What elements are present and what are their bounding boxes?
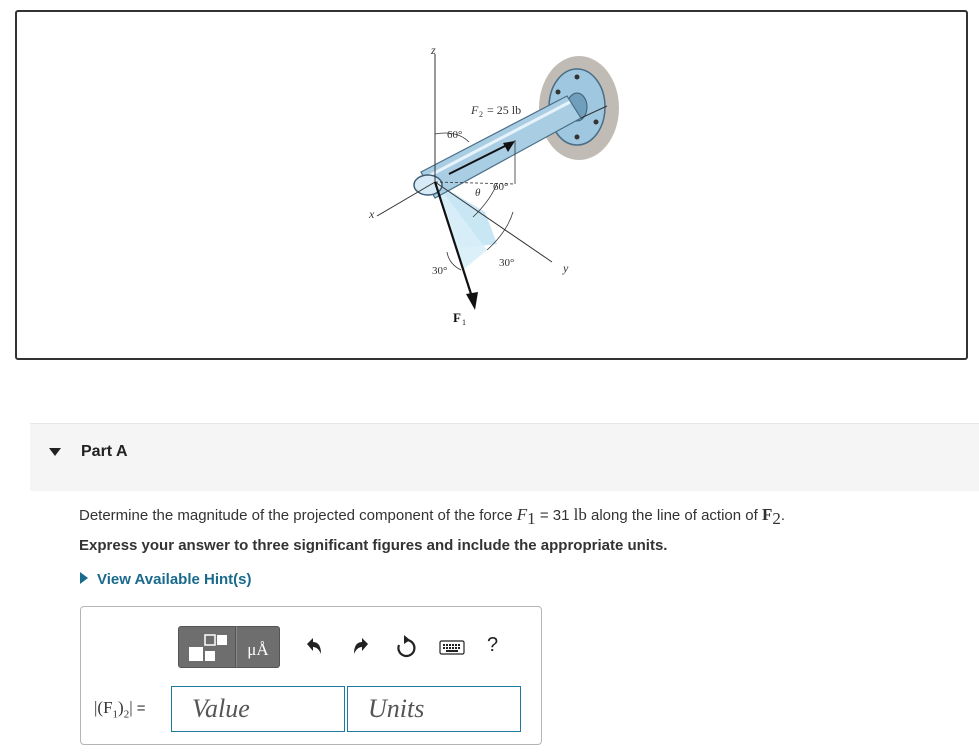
units-input[interactable] — [347, 686, 521, 732]
answer-label-prefix: |(F — [94, 698, 113, 717]
bolt — [575, 135, 580, 140]
part-label: Part A — [81, 443, 128, 460]
instruction-text: Express your answer to three significant figures and include the appropriate units. — [79, 537, 668, 554]
answer-label — [94, 698, 146, 720]
pipe-force-diagram — [17, 12, 966, 358]
answer-panel — [80, 606, 542, 745]
keyboard-icon[interactable] — [437, 632, 467, 662]
answer-label-sub1: 1 — [112, 708, 119, 721]
question-middle: along the line of action of — [586, 507, 762, 524]
answer-label-sub2: 2 — [123, 708, 130, 721]
units-placeholder: Units — [368, 694, 425, 723]
units-icon: μÅ — [247, 640, 269, 659]
bolt — [594, 120, 599, 125]
f2-symbol: F — [761, 505, 773, 524]
f2-subscript: 2 — [772, 509, 781, 528]
question-prefix: Determine the magnitude of the projected component of the force — [79, 507, 517, 524]
force-f1-arrowhead — [466, 292, 478, 310]
part-a-header[interactable] — [30, 423, 979, 491]
z-axis-label: z — [431, 43, 436, 57]
x-axis-label: x — [369, 207, 375, 221]
question-equals: = 31 — [535, 507, 574, 524]
f1-label: F — [453, 310, 461, 325]
collapse-caret-icon[interactable] — [49, 448, 61, 456]
f1-symbol: F — [516, 505, 528, 524]
f1-subscript: 1 — [527, 509, 536, 528]
answer-label-suffix: | — [129, 698, 133, 717]
undo-icon[interactable] — [299, 632, 329, 662]
angle-theta-label: θ — [475, 187, 481, 199]
angle-60-right-label: 60° — [493, 181, 509, 193]
x-axis — [377, 182, 435, 216]
reset-icon[interactable] — [391, 632, 421, 662]
hint-label: View Available Hint(s) — [97, 571, 252, 588]
f2-value-label: = 25 lb — [487, 103, 522, 117]
question-suffix: . — [780, 507, 786, 524]
angle-60-top-label: 60° — [447, 129, 463, 141]
question-text — [79, 505, 785, 529]
hint-caret-icon — [80, 572, 88, 584]
question-unit: lb — [573, 505, 587, 524]
help-icon[interactable]: ? — [487, 634, 499, 656]
f2-label-sub: 2 — [479, 110, 483, 119]
bolt — [556, 90, 561, 95]
redo-icon[interactable] — [346, 632, 376, 662]
figure-panel — [15, 10, 968, 360]
bolt — [575, 75, 580, 80]
angle-30-left-label: 30° — [432, 265, 448, 277]
value-input[interactable] — [171, 686, 345, 732]
y-axis-label: y — [563, 261, 569, 275]
angle-30-right-label: 30° — [499, 257, 515, 269]
f2-label: F — [471, 103, 479, 117]
templates-button[interactable] — [178, 626, 236, 668]
templates-icon — [179, 627, 237, 669]
value-placeholder: Value — [192, 694, 250, 723]
f1-label-sub: 1 — [462, 318, 466, 327]
answer-label-mid: ) — [118, 698, 124, 717]
view-hints-link[interactable] — [80, 571, 252, 588]
answer-label-equals: = — [132, 700, 146, 717]
units-button[interactable] — [236, 626, 280, 668]
